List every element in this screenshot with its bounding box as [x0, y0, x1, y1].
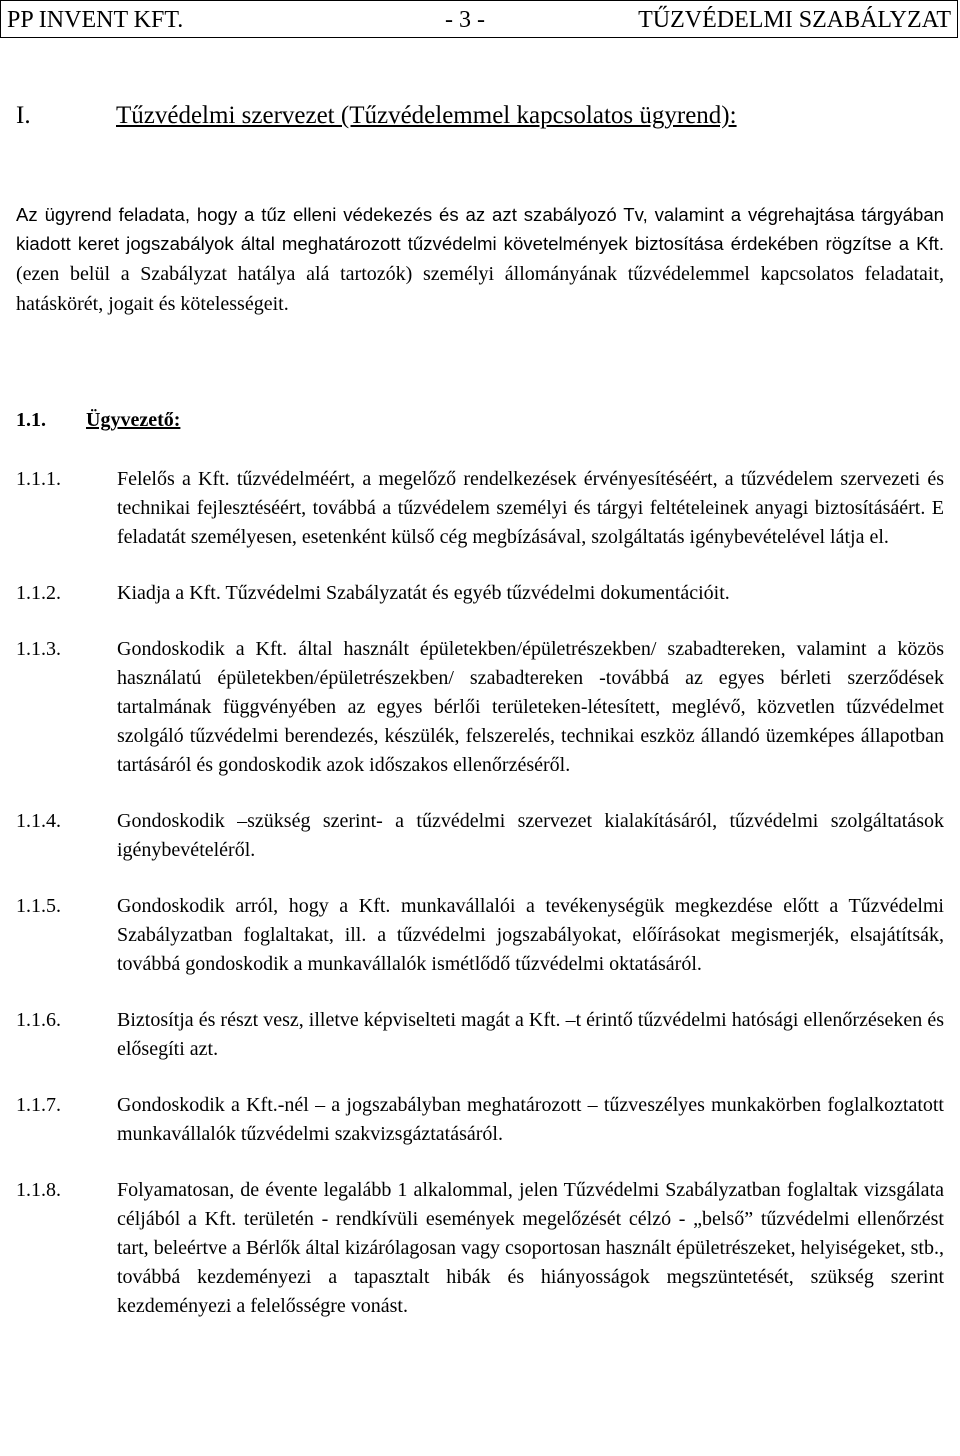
item-number: 1.1.8.	[16, 1179, 61, 1201]
item-text: Felelős a Kft. tűzvédelméért, a megelőző rendelkezések érvényesítéséért, a tűzvédelem szervezeti és technikai fejlesztéséért, továbbá a tűzvédelem személyi és tárgyi feltételeinek anyagi biztosításáért. E feladatát személyesen, esetenként külső cég megbízásával, szolgáltatás igénybevételével látja el.	[117, 468, 944, 548]
page-header	[0, 0, 958, 38]
list-item	[16, 465, 944, 552]
intro-paragraph	[16, 200, 944, 319]
list-item	[16, 635, 944, 780]
list-item	[16, 807, 944, 865]
item-number: 1.1.6.	[16, 1009, 61, 1031]
item-number: 1.1.5.	[16, 895, 61, 917]
list-item	[16, 1176, 944, 1321]
header-page-number: - 3 -	[445, 7, 485, 33]
intro-text-part1: Az ügyrend feladata, hogy a tűz elleni védekezés és az azt szabályozó Tv, valamint a végrehajtása tárgyában kiadott keret jogszabályok által meghatározott tűzvédelmi követelmények biztosítása érdekében rögzítse a Kft.	[16, 204, 944, 254]
subsection-number: 1.1.	[16, 409, 46, 431]
item-text: Folyamatosan, de évente legalább 1 alkalommal, jelen Tűzvédelmi Szabályzatban foglaltak vizsgálata céljából a Kft. területén - rendkívüli események megelőzését célzó - „belső” tűzvédelmi ellenőrzést tart, beleértve a Bérlők által kizárólagosan vagy csoportosan használt épületrészeket, helyiségeket, stb., továbbá kezdeményezi a tapasztalt hibák és hiányosságok megszüntetését, szükség szerint kezdeményezi a felelősségre vonást.	[117, 1179, 944, 1317]
list-item	[16, 892, 944, 979]
item-number: 1.1.3.	[16, 638, 61, 660]
item-number: 1.1.4.	[16, 810, 61, 832]
section-heading	[16, 99, 737, 133]
item-number: 1.1.2.	[16, 582, 61, 604]
item-text: Gondoskodik a Kft.-nél – a jogszabályban meghatározott – tűzveszélyes munkakörben foglalkoztatott munkavállalók tűzvédelmi szakvizsgáztatásáról.	[117, 1094, 944, 1145]
item-number: 1.1.1.	[16, 468, 61, 490]
item-text: Kiadja a Kft. Tűzvédelmi Szabályzatát és egyéb tűzvédelmi dokumentációit.	[117, 582, 730, 604]
item-text: Biztosítja és részt vesz, illetve képviselteti magát a Kft. –t érintő tűzvédelmi hatósági ellenőrzéseken és elősegíti azt.	[117, 1009, 944, 1060]
section-number: I.	[16, 102, 31, 129]
item-text: Gondoskodik a Kft. által használt épületekben/épületrészekben/ szabadtereken, valamint a közös használatú épületekben/épületrészekben/ szabadtereken -továbbá az egyes bérleti szerződések tartalmának függvényében az egyes bérlői területeken-létesített, meglévő, közvetlen tűzvédelmet szolgáló tűzvédelmi berendezés, készülék, felszerelés, technikai eszköz állandó üzemképes állapotban tartásáról és gondoskodik azok időszakos ellenőrzéséről.	[117, 638, 944, 776]
section-title: Tűzvédelmi szervezet (Tűzvédelemmel kapcsolatos ügyrend):	[116, 102, 737, 129]
item-text: Gondoskodik –szükség szerint- a tűzvédelmi szervezet kialakításáról, tűzvédelmi szolgáltatások igénybevételéről.	[117, 810, 944, 861]
item-number: 1.1.7.	[16, 1094, 61, 1116]
item-text: Gondoskodik arról, hogy a Kft. munkavállalói a tevékenységük megkezdése előtt a Tűzvédelmi Szabályzatban foglaltakat, ill. a tűzvédelmi jogszabályokat, előírásokat megismerjék, elsajátítsák, továbbá gondoskodik a munkavállalók ismétlődő tűzvédelmi oktatásáról.	[117, 895, 944, 975]
list-item	[16, 1091, 944, 1149]
item-list	[16, 465, 944, 1348]
subsection-heading	[16, 405, 180, 435]
header-document-title: TŰZVÉDELMI SZABÁLYZAT	[638, 7, 951, 33]
list-item	[16, 579, 944, 608]
header-company: PP INVENT KFT.	[7, 7, 184, 33]
subsection-title: Ügyvezető:	[86, 409, 181, 431]
intro-text-part2: (ezen belül a Szabályzat hatálya alá tartozók) személyi állományának tűzvédelemmel kapcsolatos feladatait, hatáskörét, jogait és kötelességeit.	[16, 263, 944, 315]
list-item	[16, 1006, 944, 1064]
